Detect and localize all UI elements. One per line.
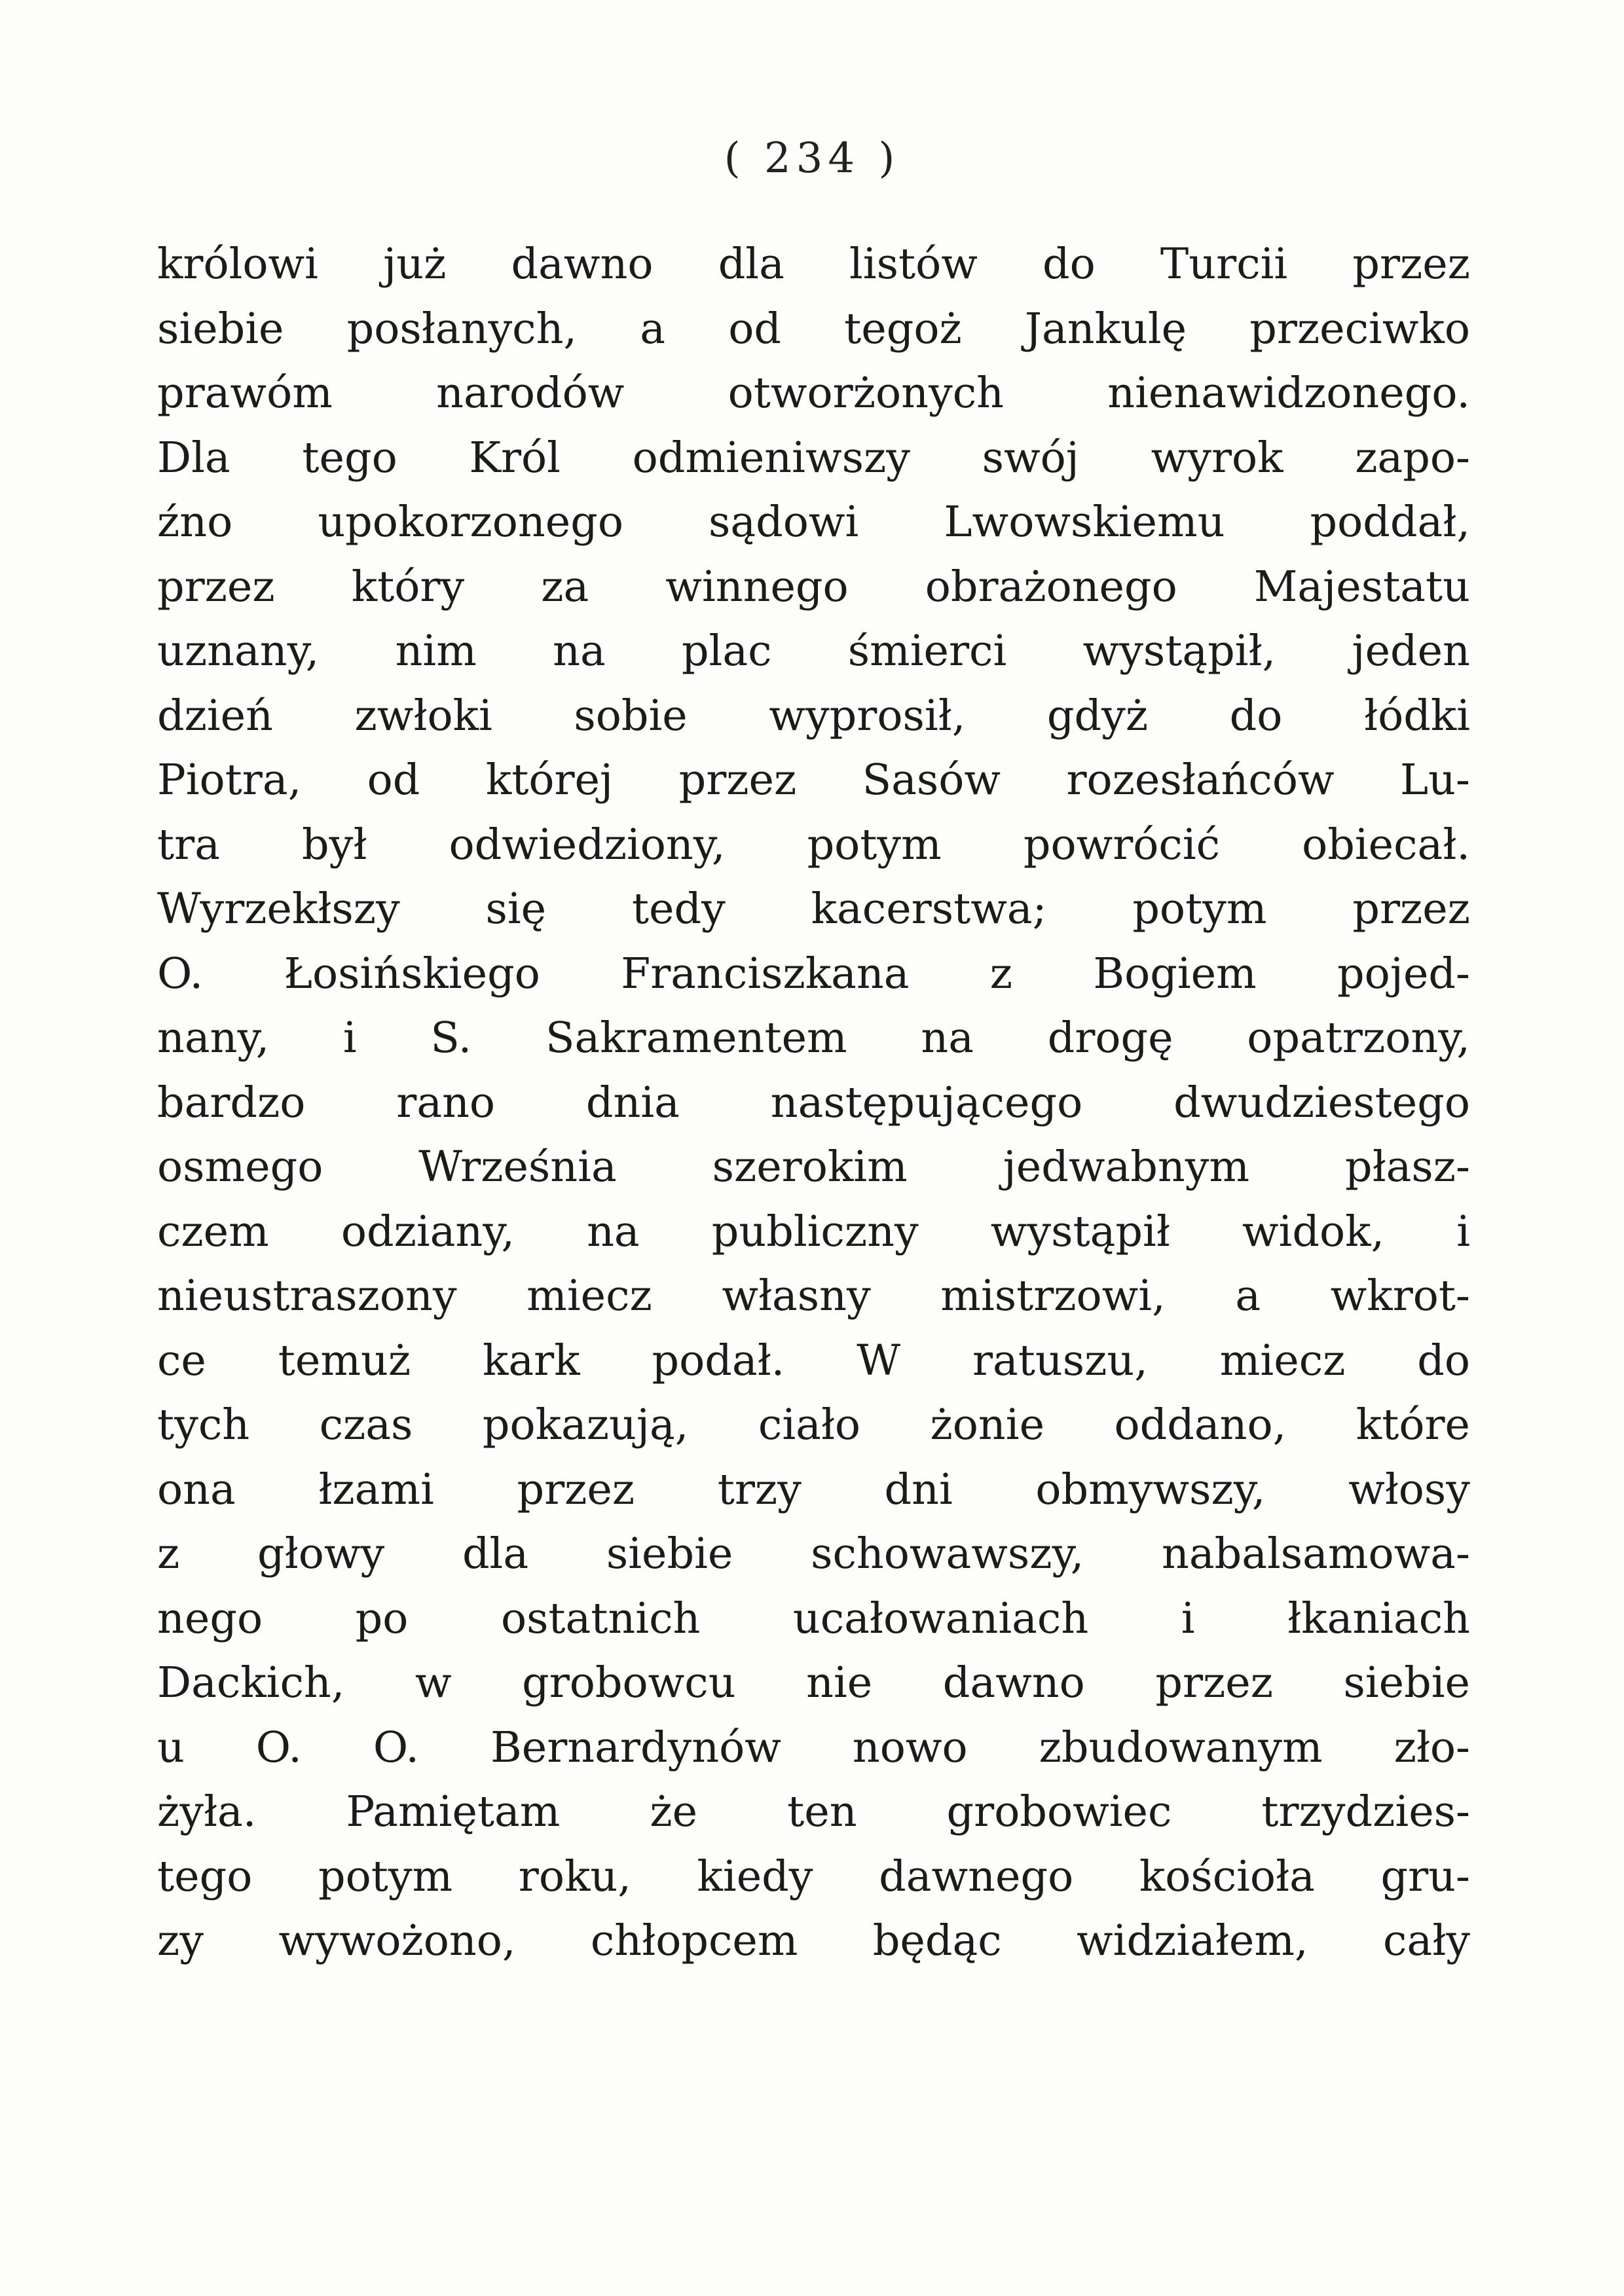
text-line: prawóm narodów otworżonych nienawidzonego. [157,369,1470,418]
text-line: Dla tego Król odmieniwszy swój wyrok zapo- [157,433,1470,483]
text-line: ce temuż kark podał. W ratuszu, miecz do [157,1336,1470,1385]
text-line: bardzo rano dnia następującego dwudziestego [157,1078,1470,1127]
text-line: nany, i S. Sakramentem na drogę opatrzony, [157,1013,1470,1063]
text-line: nego po ostatnich ucałowaniach i łkaniach [157,1594,1470,1643]
text-line: z głowy dla siebie schowawszy, nabalsamowa- [157,1529,1470,1578]
body-text [157,232,1470,1974]
text-line: Wyrzekłszy się tedy kacerstwa; potym przez [157,884,1470,934]
text-line: uznany, nim na plac śmierci wystąpił, jeden [157,627,1470,676]
text-line: tra był odwiedziony, potym powrócić obiecał. [157,820,1470,869]
text-line: tego potym roku, kiedy dawnego kościoła gru- [157,1851,1470,1901]
page-number: ( 234 ) [724,134,900,183]
text-line: osmego Września szerokim jedwabnym płasz- [157,1142,1470,1192]
text-line: zy wywożono, chłopcem będąc widziałem, cały [157,1916,1470,1965]
text-line: przez który za winnego obrażonego Majestatu [157,562,1470,611]
text-line: żyła. Pamiętam że ten grobowiec trzydzies- [157,1787,1470,1836]
text-line: królowi już dawno dla listów do Turcii przez [157,240,1470,289]
text-line: nieustraszony miecz własny mistrzowi, a wkrot- [157,1271,1470,1321]
text-line: siebie posłanych, a od tegoż Jankulę przeciwko [157,304,1470,354]
text-line: dzień zwłoki sobie wyprosił, gdyż do łódki [157,691,1470,740]
text-line: źno upokorzonego sądowi Lwowskiemu poddał, [157,498,1470,547]
text-line: u O. O. Bernardynów nowo zbudowanym zło- [157,1722,1470,1772]
text-line: czem odziany, na publiczny wystąpił widok, i [157,1207,1470,1256]
text-line: O. Łosińskiego Franciszkana z Bogiem pojed- [157,949,1470,998]
text-line: ona łzami przez trzy dni obmywszy, włosy [157,1465,1470,1514]
text-line: Dackich, w grobowcu nie dawno przez siebie [157,1658,1470,1707]
text-line: tych czas pokazują, ciało żonie oddano, które [157,1400,1470,1449]
text-line: Piotra, od której przez Sasów rozesłańców Lu- [157,756,1470,805]
